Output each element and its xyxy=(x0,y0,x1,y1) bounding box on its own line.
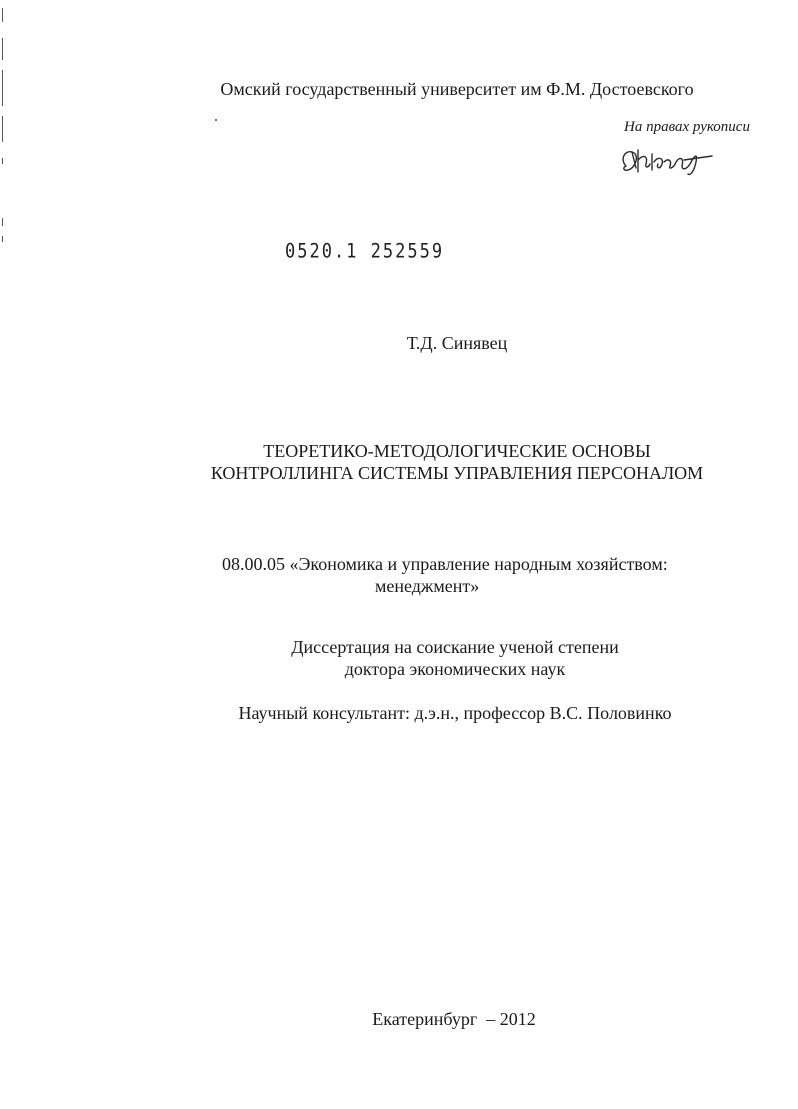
city-and-year: Екатеринбург – 2012 xyxy=(372,1009,536,1029)
degree-line-1: Диссертация на соискание ученой степени xyxy=(291,637,619,657)
specialty-line-2: менеджмент» xyxy=(375,576,480,596)
scientific-consultant: Научный консультант: д.э.н., профессор В.С. Половинко xyxy=(238,703,672,723)
scan-speck xyxy=(215,119,217,121)
degree-line-2: доктора экономических наук xyxy=(344,659,566,679)
registration-number-stamp: 0520.1 252559 xyxy=(285,240,445,263)
specialty-line-1: 08.00.05 «Экономика и управление народным хозяйством: xyxy=(222,554,668,574)
manuscript-rights-note: На правах рукописи xyxy=(624,119,750,135)
author-name: Т.Д. Синявец xyxy=(406,333,508,353)
scan-edge-marks xyxy=(2,8,12,248)
dissertation-title-line-2: КОНТРОЛЛИНГА СИСТЕМЫ УПРАВЛЕНИЯ ПЕРСОНАЛОМ xyxy=(210,463,704,483)
dissertation-title-line-1: ТЕОРЕТИКО-МЕТОДОЛОГИЧЕСКИЕ ОСНОВЫ xyxy=(263,441,651,461)
handwritten-signature xyxy=(618,142,718,178)
university-name: Омский государственный университет им Ф.М. Достоевского xyxy=(220,79,694,99)
